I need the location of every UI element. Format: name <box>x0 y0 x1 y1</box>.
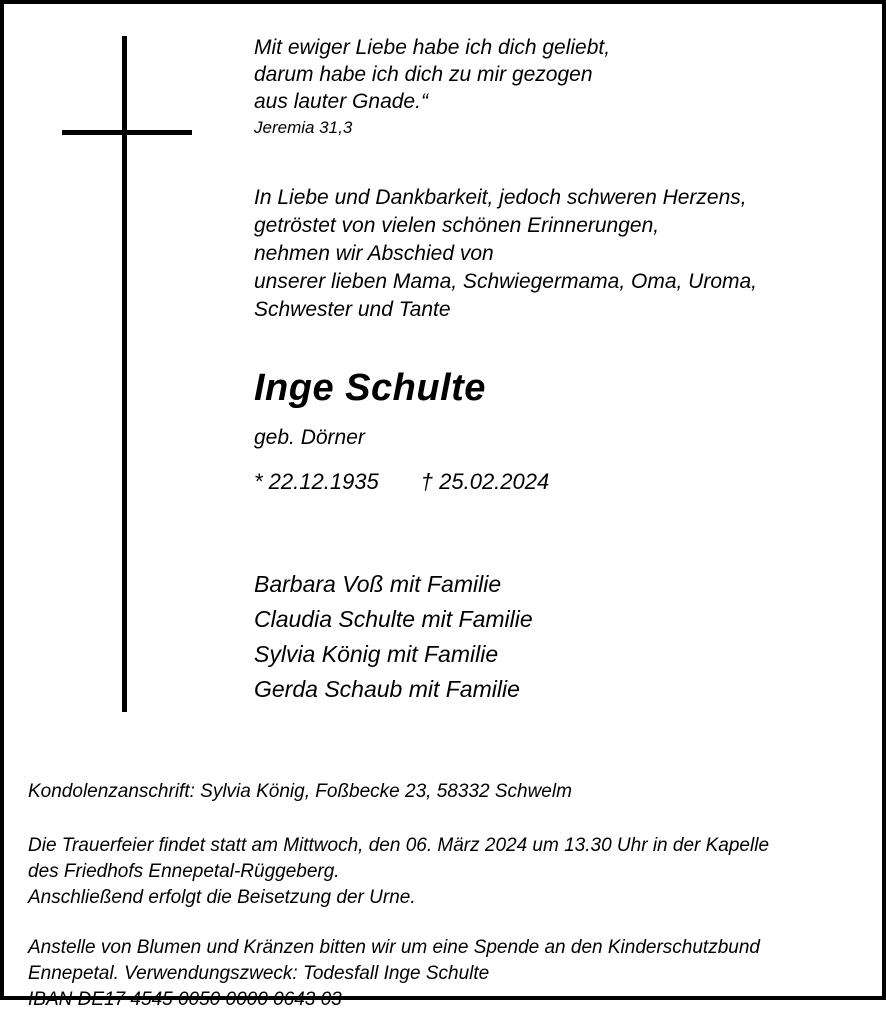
cross-horizontal-bar <box>62 130 192 135</box>
death-date: † 25.02.2024 <box>420 469 550 494</box>
verse-line: aus lauter Gnade.“ <box>254 90 428 113</box>
notice-footer <box>28 779 864 1013</box>
family-list <box>254 567 858 707</box>
notice-body <box>254 34 858 707</box>
ceremony-details <box>28 833 864 911</box>
intro-line: Schwester und Tante <box>254 298 451 321</box>
cross-icon <box>62 36 192 716</box>
donation-line: Ennepetal. Verwendungszweck: Todesfall Inge Schulte <box>28 963 490 984</box>
donation-details <box>28 935 864 1013</box>
ceremony-line: Anschließend erfolgt die Beisetzung der Urne. <box>28 887 416 908</box>
intro-line: unserer lieben Mama, Schwiegermama, Oma, Uroma, <box>254 270 758 293</box>
list-item: Claudia Schulte mit Familie <box>254 606 533 632</box>
maiden-name: geb. Dörner <box>254 426 365 449</box>
verse-source: Jeremia 31,3 <box>254 118 353 137</box>
donation-line: Anstelle von Blumen und Kränzen bitten wir um eine Spende an den Kinderschutzbund <box>28 937 760 958</box>
list-item: Gerda Schaub mit Familie <box>254 676 520 702</box>
condolence-address: Kondolenzanschrift: Sylvia König, Foßbecke 23, 58332 Schwelm <box>28 781 572 802</box>
ceremony-line: Die Trauerfeier findet statt am Mittwoch, den 06. März 2024 um 13.30 Uhr in der Kapelle <box>28 835 770 856</box>
memorial-verse <box>254 34 858 115</box>
intro-line: nehmen wir Abschied von <box>254 242 494 265</box>
list-item: Barbara Voß mit Familie <box>254 571 502 597</box>
cross-vertical-bar <box>122 36 127 712</box>
deceased-name: Inge Schulte <box>254 367 486 409</box>
verse-line: Mit ewiger Liebe habe ich dich geliebt, <box>254 36 611 59</box>
life-dates <box>254 469 858 495</box>
intro-line: In Liebe und Dankbarkeit, jedoch schweren Herzens, <box>254 186 747 209</box>
birth-date: * 22.12.1935 <box>254 469 379 494</box>
intro-line: getröstet von vielen schönen Erinnerungen, <box>254 214 660 237</box>
donation-iban: IBAN DE17 4545 0050 0000 0643 03 <box>28 989 342 1010</box>
list-item: Sylvia König mit Familie <box>254 641 499 667</box>
verse-line: darum habe ich dich zu mir gezogen <box>254 63 593 86</box>
intro-text <box>254 184 858 324</box>
ceremony-line: des Friedhofs Ennepetal-Rüggeberg. <box>28 861 340 882</box>
